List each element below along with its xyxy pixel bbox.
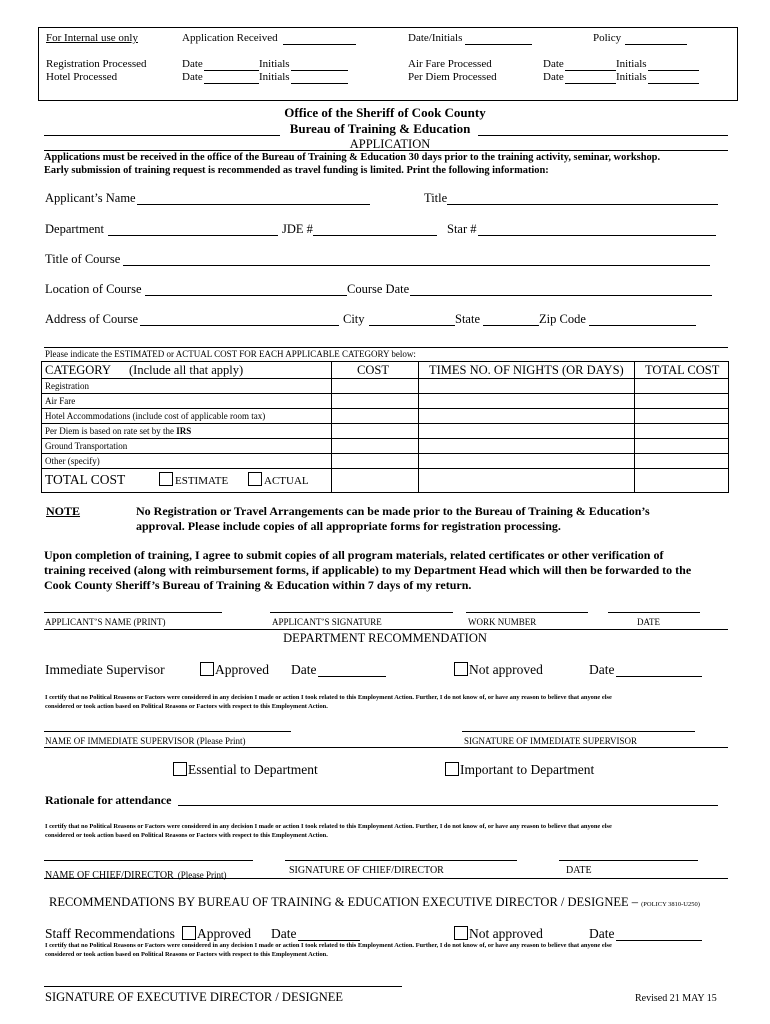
chief-date-label: DATE (566, 865, 592, 876)
application-label: APPLICATION (349, 137, 431, 151)
zip-code-label: Zip Code (539, 312, 586, 326)
row-line (41, 393, 729, 394)
applicant-date-label: DATE (637, 617, 660, 627)
agreement-line-3: Cook County Sheriff’s Bureau of Training & Education within 7 days of my return. (44, 578, 472, 592)
policy-label: Policy (593, 32, 622, 44)
exec-signature-label: SIGNATURE OF EXECUTIVE DIRECTOR / DESIGNEE (45, 990, 344, 1004)
nights-header: TIMES NO. OF NIGHTS (OR DAYS) (429, 363, 624, 377)
cost-row-text: Per Diem is based on rate set by the (45, 426, 177, 436)
revised-label: Revised 21 MAY 15 (635, 993, 717, 1004)
applicant-date-line[interactable] (608, 612, 700, 613)
address-of-course-label: Address of Course (45, 312, 139, 326)
supervisor-certify-line-2: considered or took action based on Political Reasons or Factors with respect to this Employment Action. (45, 703, 328, 710)
course-date-label: Course Date (347, 282, 410, 296)
perdiem-initials-line[interactable] (648, 83, 699, 84)
supervisor-name-label: NAME OF IMMEDIATE SUPERVISOR (Please Print) (45, 736, 246, 746)
row-line (41, 378, 729, 379)
applicant-name-print-label: APPLICANT’S NAME (PRINT) (45, 617, 166, 627)
office-title: Office of the Sheriff of Cook County (284, 105, 486, 120)
exec-approved-checkbox[interactable] (182, 926, 196, 940)
cost-row-label: Hotel Accommodations (include cost of applicable room tax) (45, 411, 266, 421)
reg-date-line[interactable] (204, 70, 259, 71)
chief-certify-line-1: I certify that no Political Reasons or Factors were considered in any decision I made or action I took related to this Employment Action. Further, I do not know of, or have any reason to believe that anyone else (45, 823, 612, 830)
total-header: TOTAL COST (645, 363, 720, 377)
nights-col-divider (418, 361, 419, 493)
cost-row-label: Air Fare (45, 396, 76, 406)
star-input[interactable] (478, 235, 716, 236)
estimate-checkbox[interactable] (159, 472, 173, 486)
exec-date-label: Date (271, 926, 297, 941)
notice-line-2: Early submission of training request is recommended as travel funding is limited. Print the following information: (44, 165, 549, 176)
application-received-line[interactable] (283, 44, 356, 45)
per-diem-processed-label: Per Diem Processed (408, 71, 497, 83)
actual-label: ACTUAL (264, 475, 309, 487)
supervisor-date-label: Date (291, 662, 317, 677)
star-label: Star # (447, 222, 477, 236)
supervisor-certify-line-1: I certify that no Political Reasons or Factors were considered in any decision I made or action I took related to this Employment Action. Further, I do not know of, or have any reason to believe that anyone else (45, 694, 612, 701)
rationale-input[interactable] (178, 805, 718, 806)
applicant-name-input[interactable] (137, 204, 370, 205)
include-header: (Include all that apply) (129, 363, 244, 377)
agreement-line-2: training received (along with reimbursement forms, if applicable) to my Department Head which will then be forwarded to the (44, 563, 692, 577)
perdiem-date-label: Date (543, 71, 564, 83)
supervisor-name-line[interactable] (44, 731, 291, 732)
chief-signature-line[interactable] (285, 860, 517, 861)
row-line (41, 468, 729, 469)
work-number-label: WORK NUMBER (468, 617, 537, 627)
applicant-name-label: Applicant’s Name (45, 191, 136, 205)
application-rule (44, 150, 728, 151)
department-label: Department (45, 222, 105, 236)
total-col-divider (634, 361, 635, 493)
hotel-processed-label: Hotel Processed (46, 71, 118, 83)
chief-name-text: NAME OF CHIEF/DIRECTOR (45, 870, 174, 881)
perdiem-date-line[interactable] (565, 83, 616, 84)
chief-signature-label: SIGNATURE OF CHIEF/DIRECTOR (289, 865, 444, 876)
header-rule-right (478, 135, 728, 136)
supervisor-signature-label: SIGNATURE OF IMMEDIATE SUPERVISOR (464, 736, 638, 746)
city-input[interactable] (369, 325, 455, 326)
applicant-name-sig-line[interactable] (44, 612, 222, 613)
immediate-supervisor-label: Immediate Supervisor (45, 662, 165, 677)
actual-checkbox[interactable] (248, 472, 262, 486)
exec-certify-line-1: I certify that no Political Reasons or Factors were considered in any decision I made or action I took related to this Employment Action. Further, I do not know of, or have any reason to believe that anyone else (45, 942, 612, 949)
row-line (41, 423, 729, 424)
air-date-label: Date (543, 58, 564, 70)
cost-table-top-rule (44, 347, 728, 348)
jde-label: JDE # (282, 222, 313, 236)
department-input[interactable] (108, 235, 278, 236)
work-number-line[interactable] (466, 612, 588, 613)
supervisor-approved-checkbox[interactable] (200, 662, 214, 676)
supervisor-date-input[interactable] (318, 676, 386, 677)
air-initials-line[interactable] (648, 70, 699, 71)
chief-please-print: (Please Print) (177, 870, 227, 880)
chief-section-rule (44, 878, 728, 879)
important-label: Important to Department (460, 762, 595, 777)
exec-not-approved-checkbox[interactable] (454, 926, 468, 940)
registration-processed-label: Registration Processed (46, 58, 147, 70)
supervisor-section-rule (44, 747, 728, 748)
title-of-course-input[interactable] (123, 265, 710, 266)
supervisor-not-approved-checkbox[interactable] (454, 662, 468, 676)
cost-row-label: Ground Transportation (45, 441, 128, 451)
date-initials-label: Date/Initials (408, 32, 463, 44)
title-input[interactable] (447, 204, 718, 205)
exec-not-date-label: Date (589, 926, 615, 941)
agreement-line-1: Upon completion of training, I agree to submit copies of all program materials, related certificates or other verification of (44, 548, 664, 562)
cost-row-label: Registration (45, 381, 89, 391)
supervisor-not-date-label: Date (589, 662, 615, 677)
chief-date-line[interactable] (559, 860, 698, 861)
category-header: CATEGORY (45, 363, 111, 377)
rationale-label: Rationale for attendance (45, 793, 172, 807)
supervisor-signature-line[interactable] (462, 731, 695, 732)
exec-not-date-input[interactable] (616, 940, 702, 941)
exec-rec-heading-text: RECOMMENDATIONS BY BUREAU OF TRAINING & EDUCATION EXECUTIVE DIRECTOR / DESIGNEE – (49, 895, 638, 909)
date-initials-line[interactable] (465, 44, 532, 45)
note-label: NOTE (46, 504, 81, 518)
cost-col-divider (331, 361, 332, 493)
air-date-line[interactable] (565, 70, 616, 71)
signature-section-rule (44, 629, 728, 630)
application-received-label: Application Received (182, 32, 278, 44)
chief-name-line[interactable] (44, 860, 253, 861)
notice-line-1: Applications must be received in the office of the Bureau of Training & Education 30 days prior to the training activity, seminar, workshop. (44, 152, 661, 163)
hotel-initials-label: Initials (259, 71, 290, 83)
cost-header: COST (357, 363, 389, 377)
total-cost-label: TOTAL COST (45, 472, 126, 487)
row-line (41, 438, 729, 439)
address-of-course-input[interactable] (140, 325, 339, 326)
title-of-course-label: Title of Course (45, 252, 121, 266)
jde-input[interactable] (313, 235, 437, 236)
hotel-date-line[interactable] (204, 83, 259, 84)
estimate-label: ESTIMATE (175, 475, 229, 487)
exec-rec-heading (49, 895, 700, 910)
internal-use-label: For Internal use only (46, 32, 138, 44)
supervisor-not-approved-label: Not approved (469, 662, 543, 677)
hotel-date-label: Date (182, 71, 203, 83)
location-of-course-input[interactable] (145, 295, 347, 296)
cost-row-label: Other (specify) (45, 456, 100, 466)
applicant-signature-label: APPLICANT’S SIGNATURE (272, 617, 382, 627)
supervisor-not-date-input[interactable] (616, 676, 702, 677)
note-line-1: No Registration or Travel Arrangements can be made prior to the Bureau of Training & Education’s (136, 504, 650, 518)
reg-date-label: Date (182, 58, 203, 70)
cost-table-instruction: Please indicate the ESTIMATED or ACTUAL COST FOR EACH APPLICABLE CATEGORY below: (45, 349, 416, 359)
state-label: State (455, 312, 480, 326)
note-line-2: approval. Please include copies of all appropriate forms for registration processing. (136, 519, 561, 533)
bureau-title: Bureau of Training & Education (289, 121, 471, 136)
chief-name-label (45, 865, 226, 883)
city-label: City (343, 312, 365, 326)
perdiem-initials-label: Initials (616, 71, 647, 83)
exec-certify-line-2: considered or took action based on Political Reasons or Factors with respect to this Employment Action. (45, 951, 328, 958)
exec-approved-label: Approved (197, 926, 251, 941)
reg-initials-line[interactable] (291, 70, 348, 71)
staff-recommendations-label: Staff Recommendations (45, 926, 175, 941)
header-rule (44, 135, 280, 136)
essential-label: Essential to Department (188, 762, 318, 777)
applicant-signature-line[interactable] (270, 612, 453, 613)
exec-not-approved-label: Not approved (469, 926, 543, 941)
air-fare-processed-label: Air Fare Processed (408, 58, 492, 70)
row-line (41, 453, 729, 454)
exec-signature-line[interactable] (44, 986, 402, 987)
location-of-course-label: Location of Course (45, 282, 142, 296)
dept-rec-heading: DEPARTMENT RECOMMENDATION (283, 631, 487, 645)
cost-row-label (45, 426, 191, 436)
title-label: Title (424, 191, 448, 205)
chief-certify-line-2: considered or took action based on Political Reasons or Factors with respect to this Employment Action. (45, 832, 328, 839)
policy-line[interactable] (625, 44, 687, 45)
supervisor-approved-label: Approved (215, 662, 269, 677)
row-line (41, 408, 729, 409)
hotel-initials-line[interactable] (291, 83, 348, 84)
zip-code-input[interactable] (589, 325, 696, 326)
important-checkbox[interactable] (445, 762, 459, 776)
course-date-input[interactable] (410, 295, 712, 296)
irs-label: IRS (176, 426, 192, 436)
air-initials-label: Initials (616, 58, 647, 70)
state-input[interactable] (483, 325, 539, 326)
exec-rec-policy: (POLICY 3810-U250) (641, 901, 700, 908)
reg-initials-label: Initials (259, 58, 290, 70)
essential-checkbox[interactable] (173, 762, 187, 776)
